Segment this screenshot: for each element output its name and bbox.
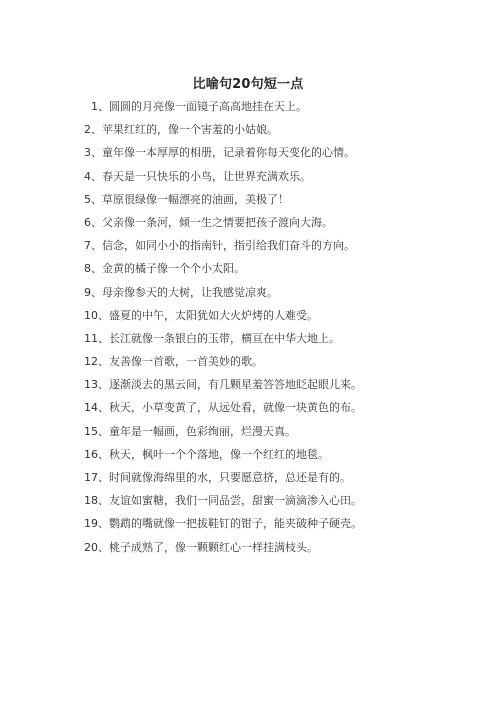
list-item: [0, 281, 496, 304]
item-text: 秋天，枫叶一个个落地，像一个红红的地毯。: [109, 447, 329, 461]
item-text: 童年像一本厚厚的相册，记录着你每天变化的心情。: [102, 146, 355, 160]
item-number: 18、: [84, 494, 109, 508]
item-text: 金黄的橘子像一个个小太阳。: [102, 262, 245, 276]
list-item: [0, 234, 496, 257]
item-text: 草原很绿像一幅漂亮的油画，美极了！: [102, 192, 289, 206]
item-text: 母亲像参天的大树，让我感觉凉爽。: [102, 285, 278, 299]
item-number: 4、: [84, 169, 102, 183]
list-item: [0, 211, 496, 234]
item-number: 16、: [84, 447, 109, 461]
list-item: [0, 420, 496, 443]
item-text: 信念，如同小小的指南针，指引给我们奋斗的方向。: [102, 239, 355, 253]
list-item: [0, 141, 496, 164]
item-number: 1、: [91, 100, 109, 113]
item-number: 3、: [84, 146, 102, 160]
list-item: [0, 466, 496, 489]
list-item: [0, 165, 496, 188]
item-text: 时间就像海绵里的水，只要愿意挤，总还是有的。: [109, 471, 351, 484]
item-number: 9、: [84, 285, 102, 299]
list-item: [0, 443, 496, 466]
item-number: 8、: [84, 262, 102, 276]
item-number: 12、: [84, 355, 109, 369]
item-number: 2、: [84, 123, 102, 137]
item-number: 17、: [84, 471, 109, 484]
item-text: 春天是一只快乐的小鸟，让世界充满欢乐。: [102, 169, 311, 183]
item-text: 童年是一幅画，色彩绚丽，烂漫天真。: [109, 424, 296, 438]
item-text: 友谊如蜜糖，我们一同品尝，甜蜜一滴滴渗入心田。: [109, 494, 362, 508]
list-item: [0, 95, 496, 118]
list-item: [0, 304, 496, 327]
list-item: [0, 118, 496, 141]
item-number: 5、: [84, 192, 102, 206]
item-text: 长江就像一条银白的玉带，横亘在中华大地上。: [109, 331, 340, 345]
list-item: [0, 373, 496, 396]
item-number: 6、: [84, 215, 102, 229]
item-number: 19、: [84, 517, 109, 531]
list-item: [0, 396, 496, 419]
item-number: 10、: [84, 308, 109, 322]
list-item: [0, 327, 496, 350]
item-number: 15、: [84, 424, 109, 438]
item-text: 秋天，小草变黄了，从远处看，就像一块黄色的布。: [109, 401, 362, 415]
document-title: 比喻句20句短一点: [192, 77, 304, 92]
item-text: 苹果红红的，像一个害羞的小姑娘。: [102, 123, 278, 137]
item-text: 逐渐淡去的黑云间，有几颗星羞答答地眨起眼儿来。: [109, 378, 362, 392]
list-item: [0, 512, 496, 535]
item-number: 14、: [84, 401, 109, 415]
item-text: 鹦鹉的嘴就像一把拔鞋钉的钳子，能夹破种子硬壳。: [109, 517, 362, 531]
list-item: [0, 257, 496, 280]
item-number: 7、: [84, 239, 102, 253]
item-text: 友善像一首歌，一首美妙的歌。: [109, 355, 263, 369]
item-text: 桃子成熟了，像一颗颗红心一样挂满枝头。: [109, 540, 318, 554]
list-item: [0, 350, 496, 373]
list-item: [0, 188, 496, 211]
item-text: 圆圆的月亮像一面镜子高高地挂在天上。: [109, 100, 307, 113]
item-text: 父亲像一条河，倾一生之情要把孩子渡向大海。: [102, 215, 333, 229]
item-text: 盛夏的中午，太阳犹如大火炉烤的人难受。: [109, 308, 318, 322]
item-number: 11、: [84, 331, 109, 345]
list-item: [0, 489, 496, 512]
sentence-list: [0, 95, 496, 559]
item-number: 13、: [84, 378, 109, 392]
list-item: [0, 536, 496, 559]
item-number: 20、: [84, 540, 109, 554]
